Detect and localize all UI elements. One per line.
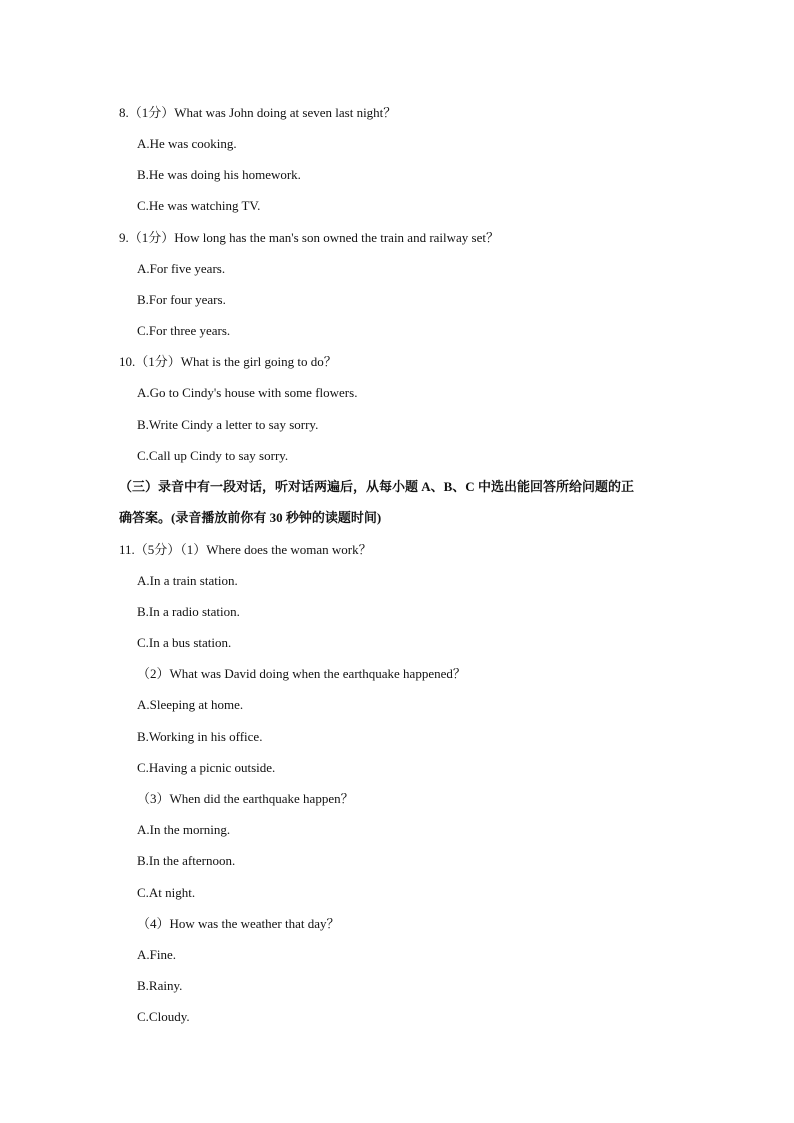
question-10-option-c: C.Call up Cindy to say sorry.: [137, 448, 289, 463]
question-8-stem: 8.（1分）What was John doing at seven last night？: [119, 105, 397, 120]
question-9-stem: 9.（1分）How long has the man's son owned the train and railway set？: [119, 230, 499, 245]
section-3-instruction-line-1: （三）录音中有一段对话，听对话两遍后，从每小题 A、B、C 中选出能回答所给问题的正: [119, 479, 634, 494]
question-11-2-option-b: B.Working in his office.: [137, 729, 263, 744]
question-11-2-stem: （2）What was David doing when the earthquake happened？: [137, 666, 466, 681]
question-8-option-b: B.He was doing his homework.: [137, 167, 301, 182]
question-11-3-option-a: A.In the morning.: [137, 822, 231, 837]
question-11-stem: 11.（5分）（1）Where does the woman work？: [119, 542, 372, 557]
question-10-option-a: A.Go to Cindy's house with some flowers.: [137, 385, 358, 400]
question-8-option-a: A.He was cooking.: [137, 136, 237, 151]
question-11-3-option-c: C.At night.: [137, 885, 196, 900]
question-11-2-option-c: C.Having a picnic outside.: [137, 760, 276, 775]
question-10-option-b: B.Write Cindy a letter to say sorry.: [137, 417, 319, 432]
question-11-3-option-b: B.In the afternoon.: [137, 853, 236, 868]
question-11-3-stem: （3）When did the earthquake happen？: [137, 791, 354, 806]
question-9-option-a: A.For five years.: [137, 261, 226, 276]
question-11-4-option-b: B.Rainy.: [137, 978, 183, 993]
question-11-1-option-a: A.In a train station.: [137, 573, 238, 588]
question-11-1-option-b: B.In a radio station.: [137, 604, 240, 619]
section-3-instruction-line-2: 确答案。(录音播放前你有 30 秒钟的读题时间): [119, 510, 382, 525]
question-9-option-c: C.For three years.: [137, 323, 231, 338]
question-10-stem: 10.（1分）What is the girl going to do？: [119, 354, 337, 369]
question-11-4-option-a: A.Fine.: [137, 947, 176, 962]
question-11-1-option-c: C.In a bus station.: [137, 635, 232, 650]
question-8-option-c: C.He was watching TV.: [137, 198, 261, 213]
question-9-option-b: B.For four years.: [137, 292, 226, 307]
question-11-4-stem: （4）How was the weather that day？: [137, 916, 340, 931]
question-11-2-option-a: A.Sleeping at home.: [137, 697, 244, 712]
question-11-4-option-c: C.Cloudy.: [137, 1009, 190, 1024]
